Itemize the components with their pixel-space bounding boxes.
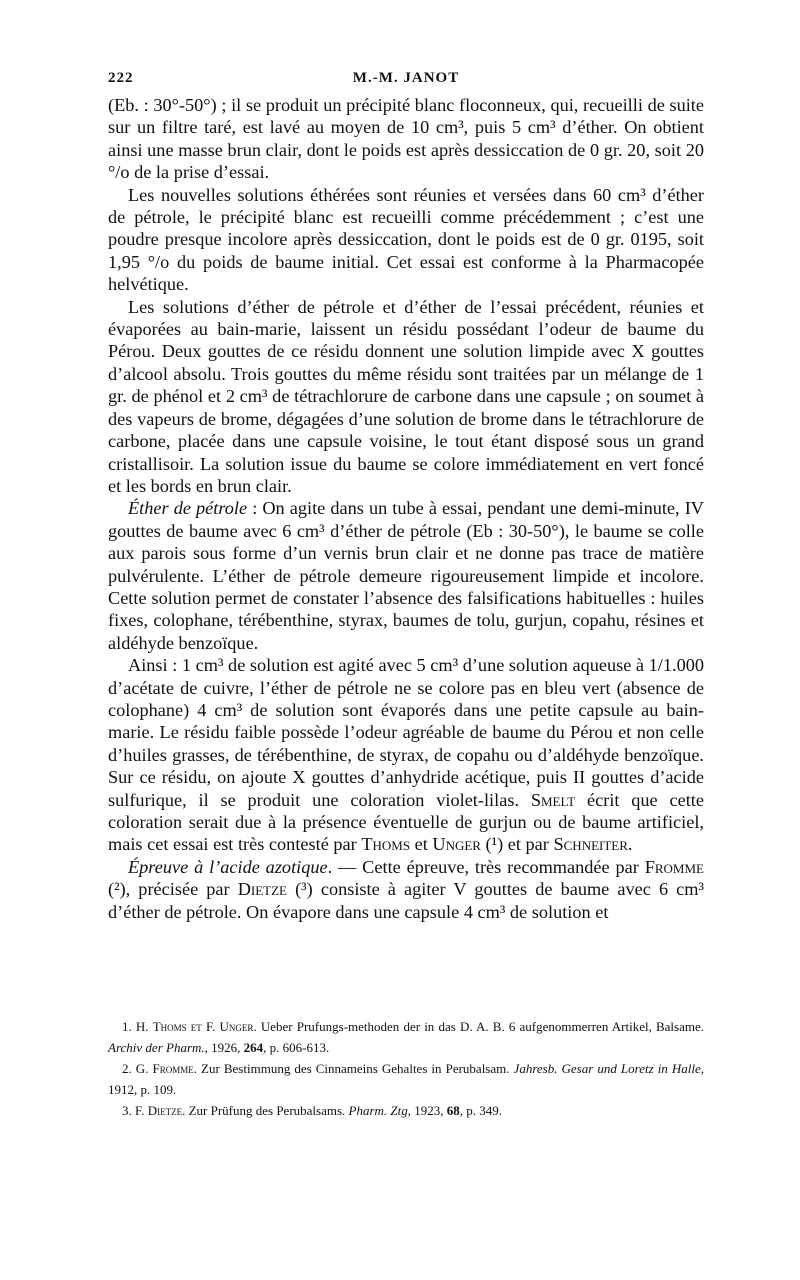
- author-running-title: M.-M. JANOT: [352, 70, 460, 86]
- footnote-3-text-c: , 1923,: [407, 1103, 447, 1118]
- footnote-2-text-a: 2. G.: [122, 1061, 153, 1076]
- footnote-1-text-c: , 1926,: [204, 1040, 244, 1055]
- footnote-1-journal: Archiv der Pharm.: [108, 1040, 205, 1055]
- paragraph-5: [108, 654, 704, 856]
- paragraph-5-text-d: (¹) et par: [480, 834, 554, 855]
- paragraph-6-text-b: (²), précisée par: [108, 879, 238, 900]
- paragraph-2: Les nouvelles solutions éthérées sont réunies et versées dans 60 cm³ d’éther de pétrole, le précipité blanc est recueilli comme précédemment ; c’est une poudre presque incolore après dessiccation, dont le poids est de 0 gr. 0195, soit 1,95 °/o du poids de baume initial. Cet essai est conforme à la Pharmacopée helvétique.: [108, 184, 704, 295]
- footnote-2-journal: Jahresb. Gesar und Loretz in Halle: [513, 1061, 701, 1076]
- page-number: 222: [108, 70, 134, 86]
- paragraph-4-text: : On agite dans un tube à essai, pendant une demi-minute, IV gouttes de baume avec 6 cm³ d’éther de pétrole (Eb : 30-50°), le baume se colle aux parois sous forme d’un vernis brun clair et ne donne pas trace de matière pulvérulente. L’éther de pétrole demeure rigoureusement limpide et incolore. Cette solution permet de constater l’absence des falsifications habituelles : huiles fixes, colophane, térébenthine, styrax, baumes de tolu, gurjun, copahu, résines et aldéhyde benzoïque.: [108, 498, 704, 653]
- paragraph-5-text-c: et: [410, 834, 433, 855]
- author-unger: Unger: [432, 834, 481, 855]
- paragraph-1: (Eb. : 30°-50°) ; il se produit un précipité blanc floconneux, qui, recueilli de suite sur un filtre taré, est lavé au moyen de 10 cm³, puis 5 cm³ d’éther. On obtient ainsi une masse brun clair, dont le poids est après dessiccation de 0 gr. 20, soit 20 °/o de la prise d’essai.: [108, 95, 704, 183]
- footnote-1-volume: 264: [243, 1040, 264, 1055]
- paragraph-5-text-a: Ainsi : 1 cm³ de solution est agité avec 5 cm³ d’une solution aqueuse à 1/1.000 d’acétate de cuivre, l’éther de pétrole ne se colore pas en bleu vert (absence de colophane) 4 cm³ de solution sont évaporés dans une petite capsule au bain-marie. Le résidu faible possède l’odeur agréable de baume du Pérou et non celle d’huiles grasses, de térébenthine, de styrax, de copahu ou d’aldéhyde benzoïque. Sur ce résidu, on ajoute X gouttes d’anhydride acétique, puis II gouttes d’acide sulfurique, il se produit une coloration violet-lilas.: [108, 655, 704, 810]
- author-schneiter: Schneiter: [553, 834, 628, 855]
- footnote-3: [108, 1100, 704, 1121]
- footnote-3-text-d: , p. 349.: [459, 1103, 503, 1118]
- footnote-1: [108, 1016, 704, 1058]
- footnotes: [108, 1016, 704, 1121]
- paragraph-6-text-c: (³) consiste à agiter V gouttes de baume avec 6 cm³ d’éther de pétrole. On évapore dans une capsule 4 cm³ de solution et: [108, 879, 704, 922]
- paragraph-6-text-a: . — Cette épreuve, très recommandée par: [327, 856, 645, 877]
- paragraph-3: Les solutions d’éther de pétrole et d’éther de l’essai précédent, réunies et évaporées au bain-marie, laissent un résidu possédant l’odeur de baume du Pérou. Deux gouttes de ce résidu donnent une solution limpide avec X gouttes d’alcool absolu. Trois gouttes du même résidu sont traitées par un mélange de 1 gr. de phénol et 2 cm³ de tétrachlorure de carbone dans une capsule ; on soumet à des vapeurs de brome, dégagées d’une solution de brome dans le tétrachlorure de carbone, placée dans une capsule voisine, le tout étant disposé sous un grand cristallisoir. La solution issue du baume se colore immédiatement en vert foncé et les bords en brun clair.: [108, 296, 704, 496]
- running-head: [108, 70, 704, 94]
- body-text: [108, 94, 704, 923]
- footnote-2-author: Fromme: [152, 1061, 194, 1076]
- paragraph-5-text-b: écrit que cette coloration serait due à la présence éventuelle de gurjun ou de baume artificiel, mais cet essai est très contesté par: [108, 789, 704, 855]
- footnote-3-text-b: . Zur Prüfung des Perubalsams.: [182, 1103, 349, 1118]
- footnote-2: [108, 1058, 704, 1100]
- footnote-2-text-b: . Zur Bestimmung des Cinnameins Gehaltes in Perubalsam.: [193, 1061, 514, 1076]
- author-dietze: Dietze: [237, 879, 287, 900]
- author-fromme: Fromme: [644, 856, 704, 877]
- footnote-3-journal: Pharm. Ztg: [348, 1103, 408, 1118]
- footnote-1-text-d: , p. 606-613.: [263, 1040, 330, 1055]
- footnote-1-text-a: 1. H.: [122, 1019, 153, 1034]
- section-heading-epreuve-acide-azotique: Épreuve à l’acide azotique: [128, 856, 328, 877]
- footnote-3-author: Dietze: [147, 1103, 183, 1118]
- footnote-3-text-a: 3. F.: [122, 1103, 148, 1118]
- author-thoms: Thoms: [361, 834, 411, 855]
- author-smelt: Smelt: [530, 789, 576, 810]
- paragraph-5-text-e: .: [627, 834, 633, 855]
- footnote-1-text-b: . Ueber Prufungs-methoden der in das D. A. B. 6 aufgenommerren Artikel, Balsame.: [253, 1019, 704, 1034]
- paragraph-4: [108, 497, 704, 654]
- footnote-1-authors: Thoms et F. Unger: [152, 1019, 254, 1034]
- footnote-2-text-c: , 1912, p. 109.: [108, 1061, 704, 1097]
- paragraph-6: [108, 856, 704, 923]
- section-heading-ether-de-petrole: Éther de pétrole: [128, 498, 248, 519]
- footnote-3-volume: 68: [446, 1103, 460, 1118]
